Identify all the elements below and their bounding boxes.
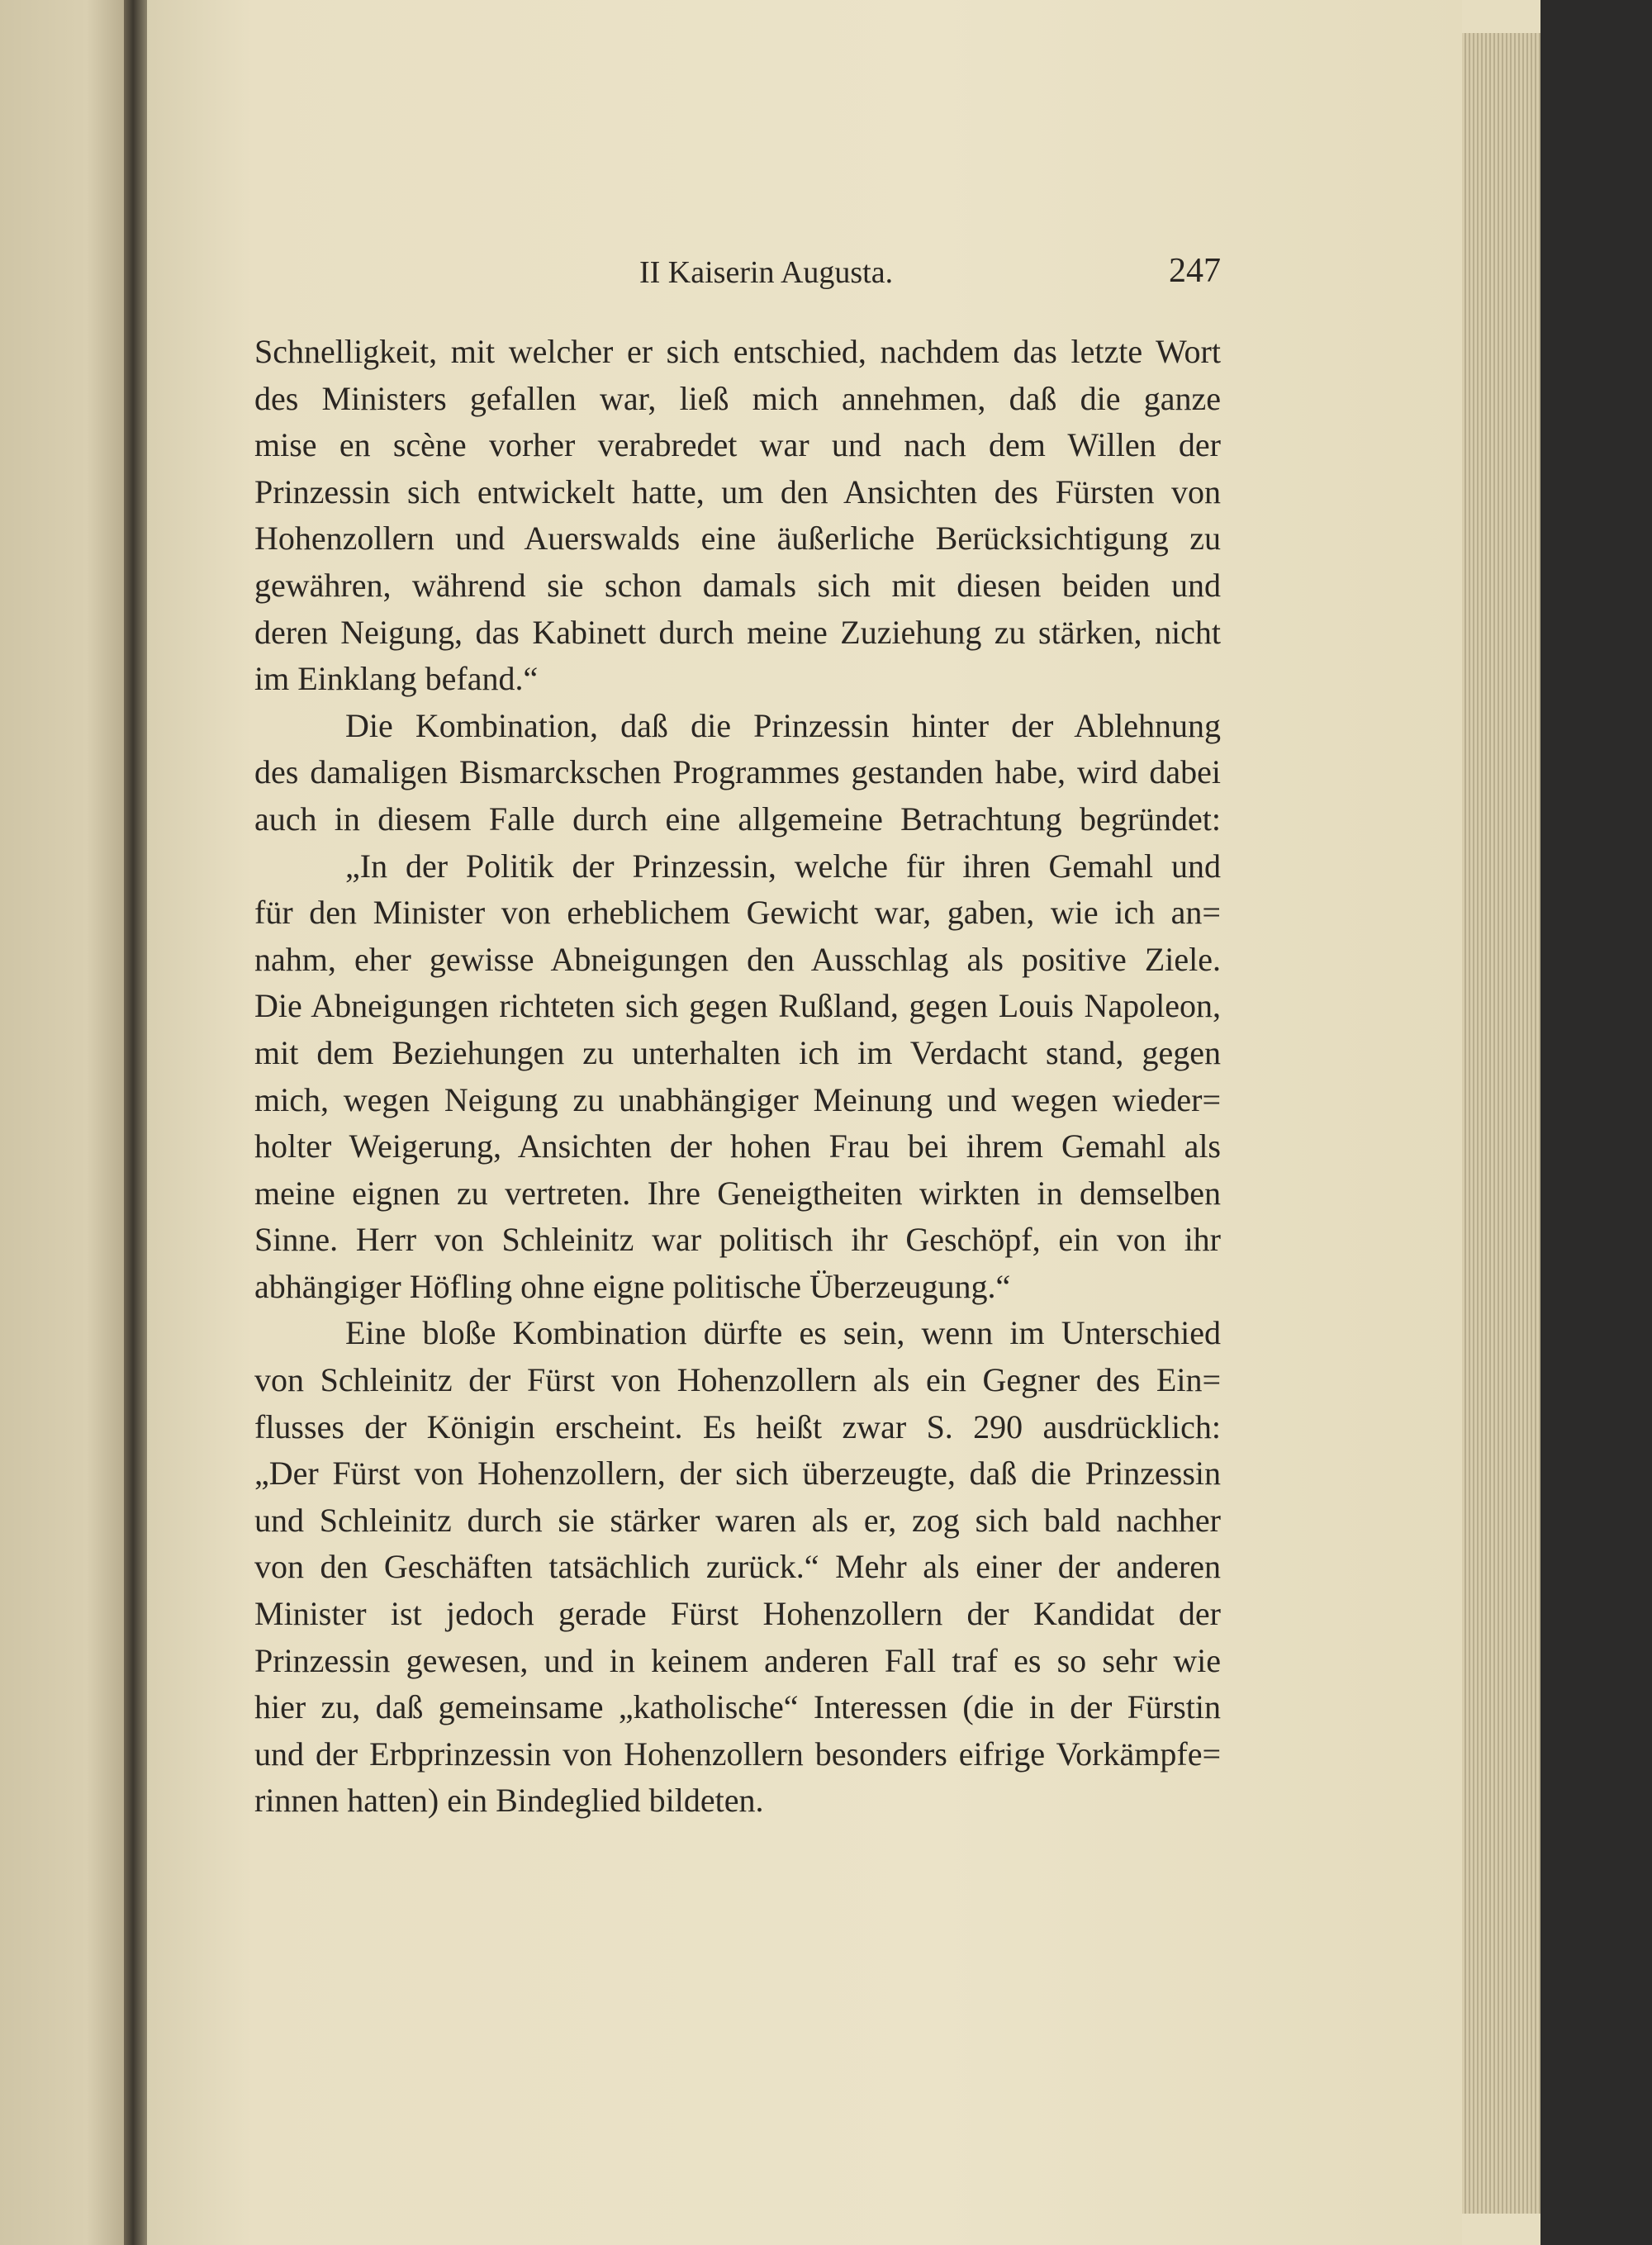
- text-line: mit dem Beziehungen zu unterhalten ich im Verdacht stand, gegen: [254, 1033, 1221, 1071]
- text-line: holter Weigerung, Ansichten der hohen Frau bei ihrem Gemahl als: [254, 1127, 1221, 1165]
- page-edges: [1462, 33, 1540, 2214]
- text-line: nahm, eher gewisse Abneigungen den Ausschlag als positive Ziele.: [254, 940, 1221, 978]
- text-line: von den Geschäften tatsächlich zurück.“ Mehr als einer der anderen: [254, 1548, 1221, 1586]
- text-line: Prinzessin gewesen, und in keinem anderen Fall traf es so sehr wie: [254, 1641, 1221, 1679]
- text-line: Prinzessin sich entwickelt hatte, um den Ansichten des Fürsten von: [254, 472, 1221, 510]
- text-line: und der Erbprinzessin von Hohenzollern besonders eifrige Vorkämpfe=: [254, 1735, 1221, 1773]
- page-number: 247: [1169, 252, 1221, 290]
- text-line: hier zu, daß gemeinsame „katholische“ Interessen (die in der Fürstin: [254, 1688, 1221, 1726]
- text-line: auch in diesem Falle durch eine allgemeine Betrachtung begründet:: [254, 800, 1221, 838]
- text-line: „In der Politik der Prinzessin, welche für ihren Gemahl und: [345, 847, 1221, 885]
- text-line: Eine bloße Kombination dürfte es sein, wenn im Unterschied: [345, 1314, 1221, 1352]
- body-text: [254, 329, 1221, 1825]
- text-line: meine eignen zu vertreten. Ihre Geneigtheiten wirkten in demselben: [254, 1174, 1221, 1212]
- text-line: Hohenzollern und Auerswalds eine äußerliche Berücksichtigung zu: [254, 520, 1221, 558]
- text-line: von Schleinitz der Fürst von Hohenzollern als ein Gegner des Ein=: [254, 1361, 1221, 1399]
- text-line: rinnen hatten) ein Bindeglied bildeten.: [254, 1782, 764, 1820]
- text-line: Minister ist jedoch gerade Fürst Hohenzollern der Kandidat der: [254, 1595, 1221, 1633]
- text-line: im Einklang befand.“: [254, 660, 539, 698]
- previous-page-edge: [0, 0, 124, 2245]
- text-line: und Schleinitz durch sie stärker waren als er, zog sich bald nachher: [254, 1501, 1221, 1539]
- running-title: II Kaiserin Augusta.: [639, 255, 894, 290]
- page-header: [254, 248, 1221, 297]
- text-line: mich, wegen Neigung zu unabhängiger Meinung und wegen wieder=: [254, 1080, 1221, 1118]
- text-line: für den Minister von erheblichem Gewicht war, gaben, wie ich an=: [254, 894, 1221, 932]
- book-gutter: [124, 0, 147, 2245]
- book-cover: [1540, 0, 1652, 2245]
- text-line: deren Neigung, das Kabinett durch meine Zuziehung zu stärken, nicht: [254, 613, 1221, 651]
- text-line: „Der Fürst von Hohenzollern, der sich überzeugte, daß die Prinzessin: [254, 1455, 1221, 1493]
- text-line: des Ministers gefallen war, ließ mich annehmen, daß die ganze: [254, 379, 1221, 417]
- text-line: Sinne. Herr von Schleinitz war politisch ihr Geschöpf, ein von ihr: [254, 1221, 1221, 1259]
- text-line: gewähren, während sie schon damals sich mit diesen beiden und: [254, 566, 1221, 604]
- text-line: Schnelligkeit, mit welcher er sich entschied, nachdem das letzte Wort: [254, 333, 1221, 370]
- text-line: Die Kombination, daß die Prinzessin hinter der Ablehnung: [345, 706, 1221, 744]
- text-line: flusses der Königin erscheint. Es heißt zwar S. 290 ausdrücklich:: [254, 1407, 1221, 1445]
- text-line: mise en scène vorher verabredet war und nach dem Willen der: [254, 426, 1221, 464]
- text-line: abhängiger Höfling ohne eigne politische Überzeugung.“: [254, 1267, 1011, 1305]
- text-line: des damaligen Bismarckschen Programmes gestanden habe, wird dabei: [254, 753, 1221, 791]
- text-line: Die Abneigungen richteten sich gegen Rußland, gegen Louis Napoleon,: [254, 987, 1221, 1025]
